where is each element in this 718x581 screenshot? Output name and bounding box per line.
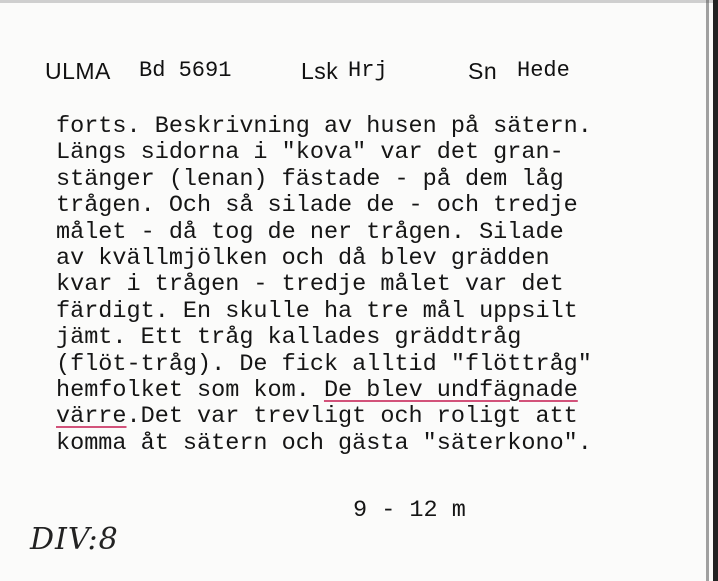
- text-segment: .Det var trevligt och roligt att: [126, 403, 578, 431]
- text-line: jämt. Ett tråg kallades gräddtråg: [56, 324, 522, 352]
- underlined-phrase: De blev undfägnade: [323, 376, 578, 404]
- transcription-text: [56, 114, 696, 457]
- landskap-label: Lsk: [301, 58, 339, 84]
- card-right-shadow: [706, 0, 709, 581]
- underlined-word: värre: [56, 403, 127, 431]
- document-number: Bd 5691: [139, 58, 232, 83]
- text-line: [56, 378, 696, 404]
- text-line: målet - då tog de ner trågen. Silade: [56, 218, 564, 246]
- card-header: [45, 58, 665, 92]
- text-line: komma åt sätern och gästa "säterkono".: [56, 429, 592, 457]
- text-line: [56, 404, 696, 430]
- text-line: stänger (lenan) fästade - på dem låg: [56, 165, 564, 193]
- handwritten-signum: DIV:8: [30, 522, 119, 557]
- socken-value: Hede: [517, 58, 570, 83]
- text-segment: hemfolket som kom.: [56, 376, 324, 404]
- text-line: trågen. Och så silade de - och tredje: [56, 192, 578, 220]
- text-line: kvar i trågen - tredje målet var det: [56, 271, 564, 299]
- card-right-edge: [713, 0, 718, 581]
- socken-label: Sn: [468, 58, 498, 84]
- text-line: (flöt-tråg). De fick alltid "flöttråg": [56, 350, 592, 378]
- landskap-value: Hrj: [348, 58, 388, 83]
- page-range: 9 - 12 m: [353, 497, 466, 524]
- text-line: forts. Beskrivning av husen på sätern.: [56, 113, 592, 140]
- card-top-edge: [0, 0, 718, 3]
- text-line: färdigt. En skulle ha tre mål uppsilt: [56, 297, 578, 325]
- text-line: Längs sidorna i "kova" var det gran-: [56, 139, 564, 167]
- archive-code: ULMA: [45, 58, 111, 84]
- text-line: av kvällmjölken och då blev grädden: [56, 244, 550, 272]
